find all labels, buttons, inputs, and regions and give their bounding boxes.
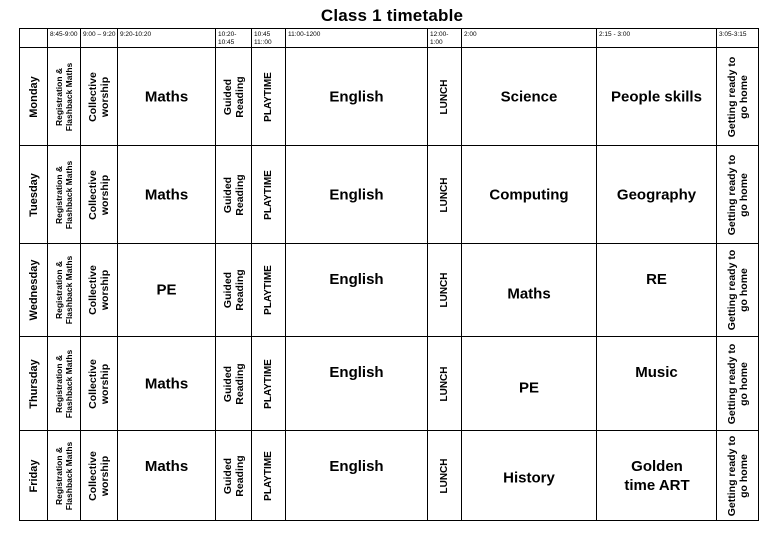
- registration-cell: [48, 146, 81, 244]
- worship-cell: [81, 48, 118, 146]
- lesson-label: Geography: [616, 186, 697, 203]
- lesson-label: Music: [635, 364, 678, 381]
- home-cell: [717, 48, 759, 146]
- lesson-cell: [597, 244, 717, 337]
- lesson-cell: [462, 48, 597, 146]
- registration-cell: [48, 337, 81, 431]
- lesson-label: People skills: [611, 88, 702, 105]
- lesson-cell: [286, 48, 428, 146]
- home-label: Getting ready to go home: [725, 435, 750, 516]
- reading-label: Guided Reading: [221, 454, 246, 497]
- lesson-label: Maths: [144, 458, 189, 475]
- registration-label: Registration & Flashback Maths: [54, 160, 74, 229]
- reading-label: Guided Reading: [221, 173, 246, 216]
- lesson-label: PE: [518, 379, 539, 396]
- day-row: [20, 146, 759, 244]
- worship-cell: [81, 337, 118, 431]
- lesson-label: Golden time ART: [624, 458, 690, 494]
- home-label: Getting ready to go home: [725, 56, 750, 137]
- lunch-cell: [428, 431, 462, 521]
- worship-cell: [81, 244, 118, 337]
- time-slot: 8:45-9:00: [48, 29, 81, 48]
- playtime-cell: [252, 431, 286, 521]
- time-slot: 2:00: [462, 29, 597, 48]
- lesson-label: History: [503, 469, 555, 486]
- lunch-cell: [428, 337, 462, 431]
- playtime-label: PLAYTIME: [262, 265, 274, 315]
- lesson-label: PE: [156, 281, 177, 299]
- day-row: [20, 244, 759, 337]
- home-cell: [717, 337, 759, 431]
- reading-cell: [216, 337, 252, 431]
- worship-label: Collective worship: [87, 169, 111, 220]
- lunch-label: LUNCH: [438, 366, 450, 401]
- registration-cell: [48, 431, 81, 521]
- lunch-label: LUNCH: [438, 79, 450, 114]
- lesson-label: Maths: [144, 375, 189, 392]
- lesson-cell: [118, 337, 216, 431]
- playtime-label: PLAYTIME: [262, 169, 274, 220]
- lesson-cell: [597, 431, 717, 521]
- lesson-label: English: [329, 88, 384, 105]
- lesson-label: Maths: [507, 285, 551, 303]
- lesson-cell: [597, 337, 717, 431]
- day-label: Monday: [27, 75, 40, 118]
- time-slot: 2:15 - 3:00: [597, 29, 717, 48]
- lesson-cell: [118, 146, 216, 244]
- lesson-label: Maths: [144, 88, 189, 105]
- lesson-cell: [462, 244, 597, 337]
- lesson-cell: [118, 431, 216, 521]
- registration-label: Registration & Flashback Maths: [54, 62, 74, 131]
- home-cell: [717, 431, 759, 521]
- time-slot: 9:20-10:20: [118, 29, 216, 48]
- worship-label: Collective worship: [87, 71, 111, 122]
- lesson-cell: [286, 244, 428, 337]
- lesson-label: Computing: [489, 186, 569, 203]
- home-cell: [717, 244, 759, 337]
- worship-cell: [81, 146, 118, 244]
- registration-label: Registration & Flashback Maths: [54, 255, 74, 325]
- playtime-cell: [252, 146, 286, 244]
- reading-label: Guided Reading: [221, 269, 246, 311]
- day-cell: [20, 337, 48, 431]
- reading-label: Guided Reading: [221, 75, 246, 118]
- playtime-label: PLAYTIME: [262, 450, 274, 501]
- day-row: [20, 48, 759, 146]
- lesson-cell: [286, 146, 428, 244]
- worship-cell: [81, 431, 118, 521]
- reading-cell: [216, 431, 252, 521]
- lesson-cell: [597, 146, 717, 244]
- day-label: Tuesday: [27, 172, 40, 217]
- lunch-label: LUNCH: [438, 177, 450, 212]
- lesson-cell: [597, 48, 717, 146]
- playtime-cell: [252, 244, 286, 337]
- lesson-cell: [286, 431, 428, 521]
- lesson-label: Science: [500, 88, 558, 105]
- time-slot: 10:45 11::00: [252, 29, 286, 48]
- lesson-cell: [462, 431, 597, 521]
- worship-label: Collective worship: [87, 265, 111, 315]
- lunch-label: LUNCH: [438, 272, 450, 308]
- reading-label: Guided Reading: [221, 362, 246, 405]
- time-slot: 9:00 – 9:20: [81, 29, 118, 48]
- home-label: Getting ready to go home: [725, 154, 750, 235]
- lunch-cell: [428, 48, 462, 146]
- registration-cell: [48, 244, 81, 337]
- day-row: [20, 337, 759, 431]
- day-cell: [20, 48, 48, 146]
- lesson-label: English: [329, 186, 384, 203]
- time-slot: 12:00-1:00: [428, 29, 462, 48]
- time-header-row: [20, 29, 759, 48]
- corner-cell: [20, 29, 48, 48]
- lesson-cell: [286, 337, 428, 431]
- reading-cell: [216, 244, 252, 337]
- reading-cell: [216, 146, 252, 244]
- home-cell: [717, 146, 759, 244]
- lesson-label: English: [329, 458, 384, 475]
- playtime-cell: [252, 48, 286, 146]
- worship-label: Collective worship: [87, 358, 111, 409]
- lunch-cell: [428, 244, 462, 337]
- day-label: Friday: [27, 459, 40, 493]
- registration-label: Registration & Flashback Maths: [54, 441, 74, 510]
- lesson-cell: [462, 337, 597, 431]
- home-label: Getting ready to go home: [725, 343, 750, 424]
- day-cell: [20, 431, 48, 521]
- day-row: [20, 431, 759, 521]
- timetable-grid: [19, 28, 759, 521]
- lesson-cell: [462, 146, 597, 244]
- time-slot: 10:20-10:45: [216, 29, 252, 48]
- registration-label: Registration & Flashback Maths: [54, 349, 74, 418]
- day-label: Wednesday: [27, 259, 40, 321]
- playtime-cell: [252, 337, 286, 431]
- playtime-label: PLAYTIME: [262, 358, 274, 409]
- lesson-cell: [118, 244, 216, 337]
- lesson-label: Maths: [144, 186, 189, 203]
- worship-label: Collective worship: [87, 450, 111, 501]
- registration-cell: [48, 48, 81, 146]
- time-slot: 3:05-3:15: [717, 29, 759, 48]
- lesson-label: English: [329, 364, 384, 381]
- home-label: Getting ready to go home: [725, 249, 750, 331]
- reading-cell: [216, 48, 252, 146]
- lunch-cell: [428, 146, 462, 244]
- day-cell: [20, 146, 48, 244]
- lesson-label: English: [329, 271, 384, 288]
- day-cell: [20, 244, 48, 337]
- lesson-cell: [118, 48, 216, 146]
- playtime-label: PLAYTIME: [262, 71, 274, 122]
- day-label: Thursday: [27, 358, 40, 409]
- lunch-label: LUNCH: [438, 458, 450, 493]
- lesson-label: RE: [646, 271, 667, 288]
- timetable-title: Class 1 timetable: [320, 6, 464, 25]
- time-slot: 11:00-1200: [286, 29, 428, 48]
